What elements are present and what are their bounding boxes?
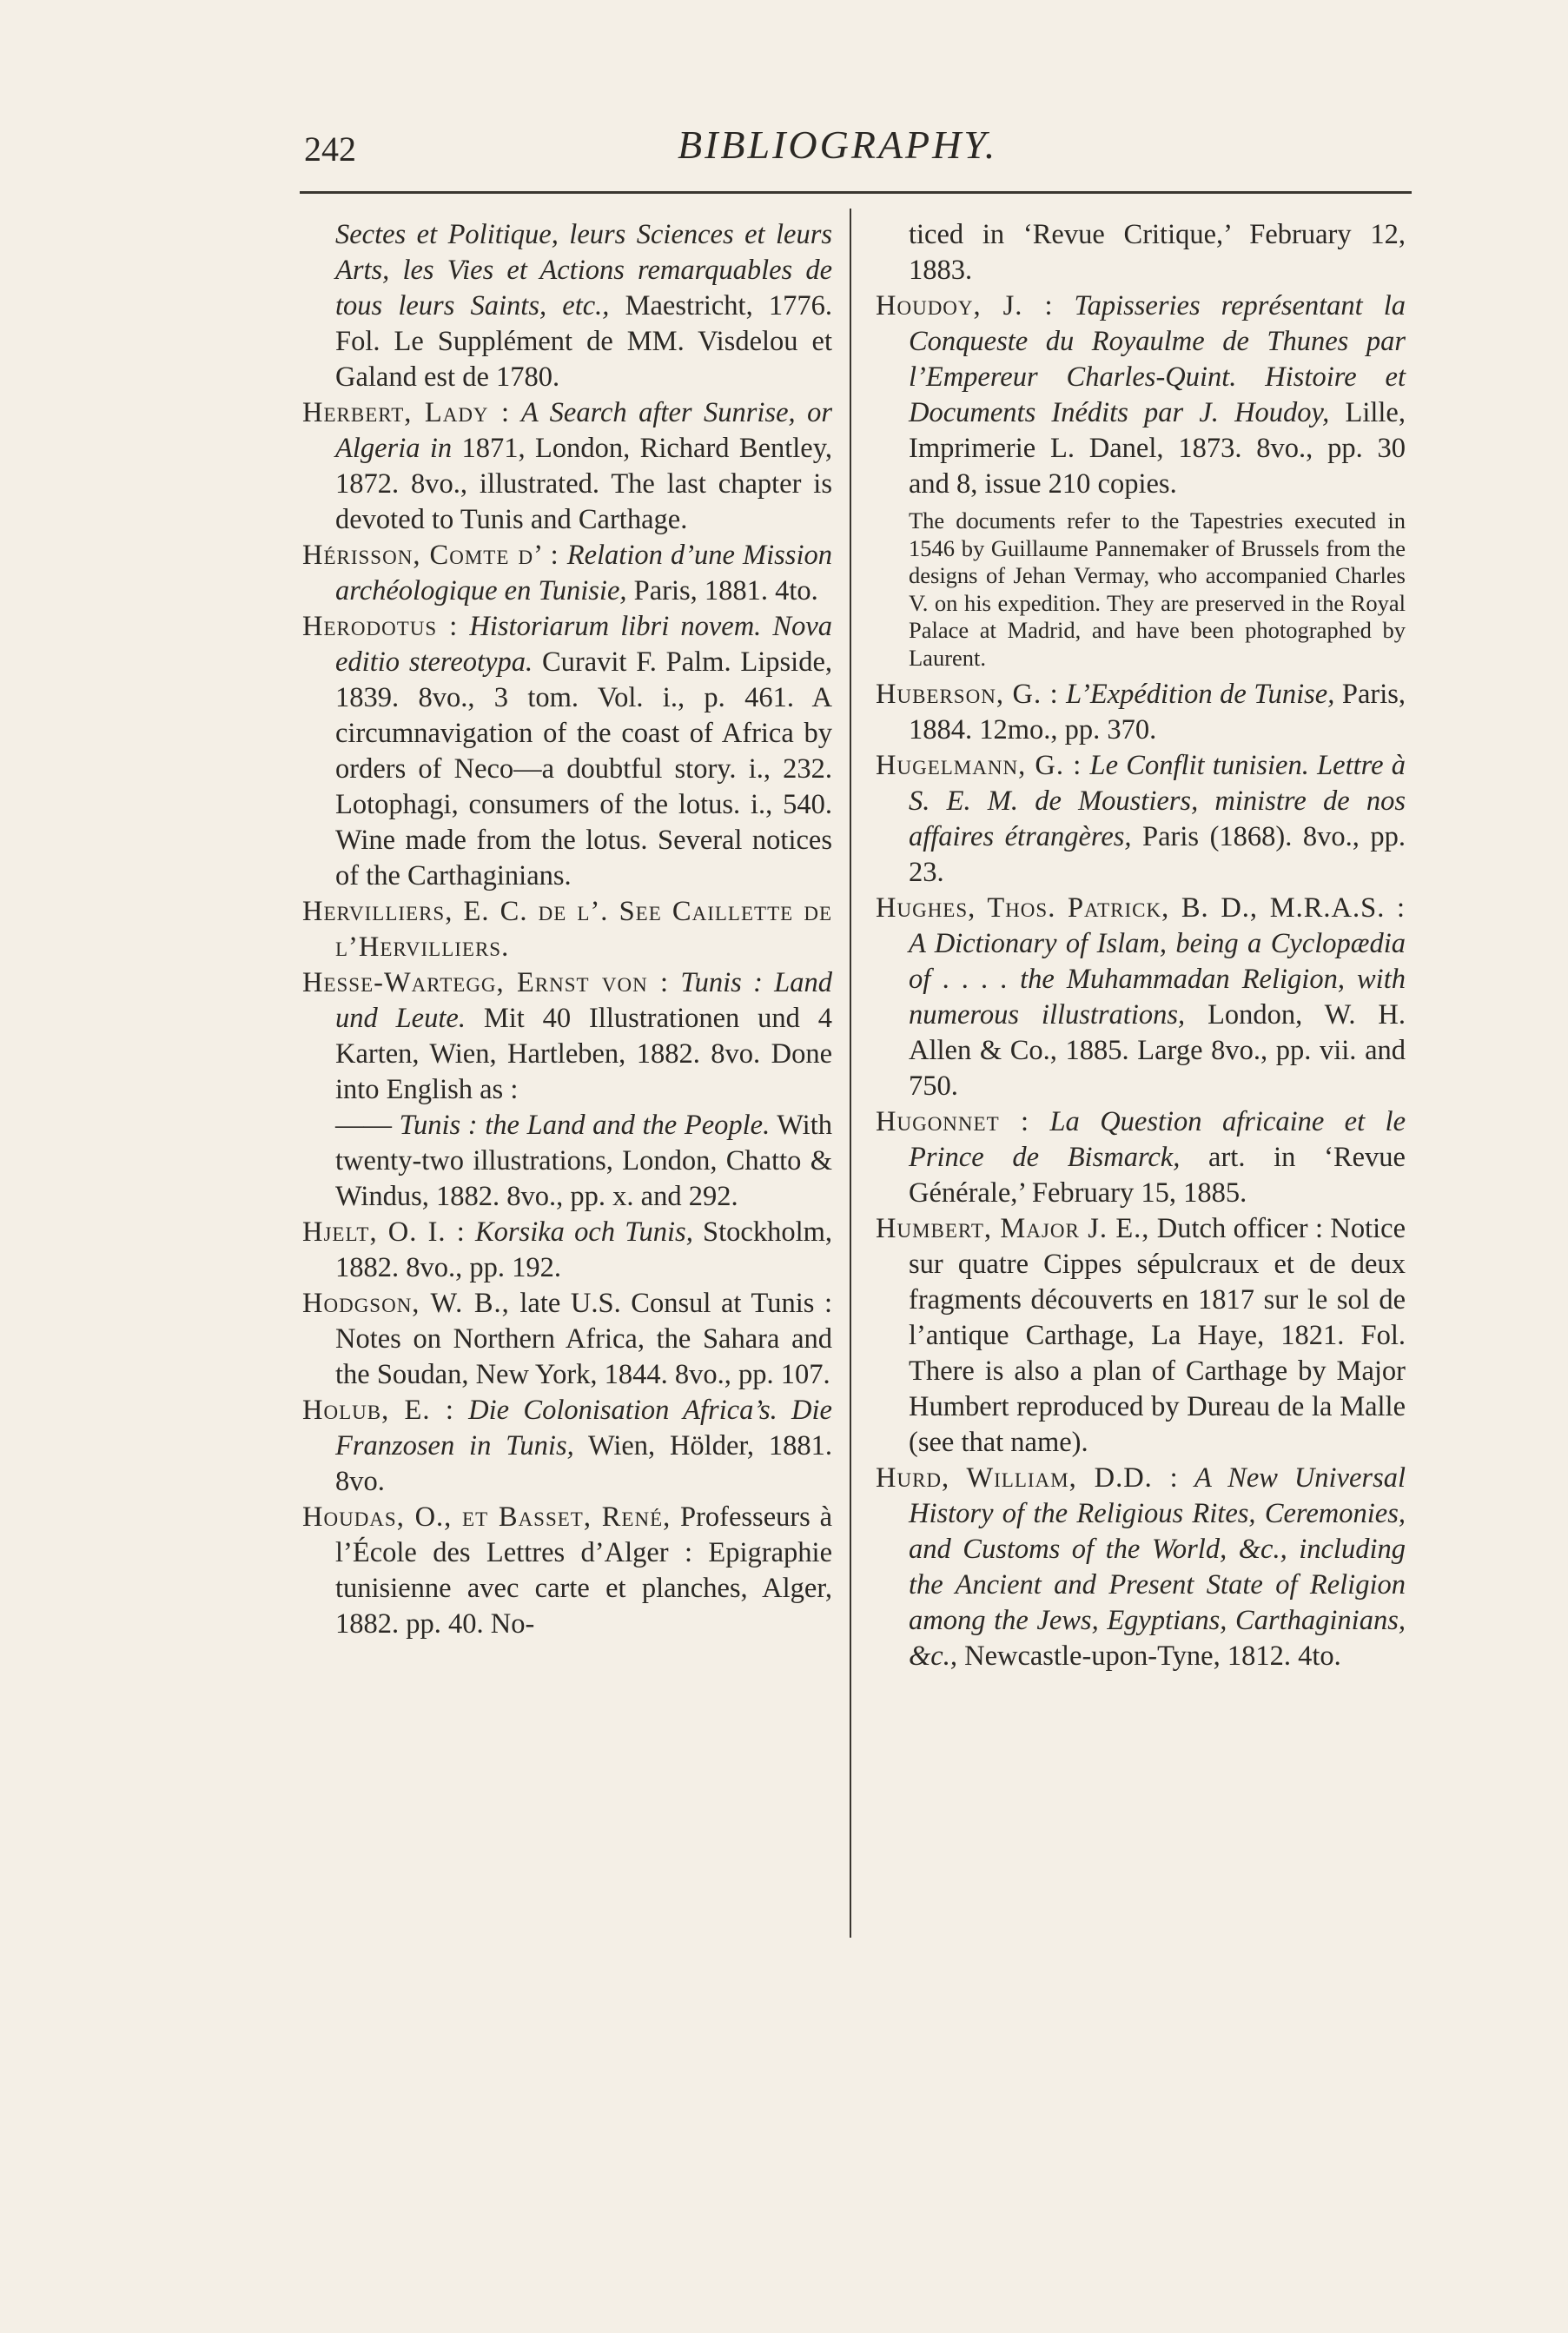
page-number: 242: [304, 129, 356, 169]
column-divider: [850, 209, 851, 1938]
bibliography-entry: Houdoy, J. : Tapisseries représentant la Conqueste du Royaulme de Thunes par l’Empereur Charles-Quint. Histoire et Documents Inédits par J. Houdoy, Lille, Imprimerie L. Danel, 1873. 8vo., pp. 30 and 8, issue 210 copies.: [876, 290, 1406, 500]
bibliography-entry: Hugonnet : La Question africaine et le Prince de Bismarck, art. in ‘Revue Générale,’ February 15, 1885.: [876, 1106, 1406, 1209]
bibliography-note: The documents refer to the Tapestries executed in 1546 by Guillaume Pannemaker of Brussels from the designs of Jehan Vermay, who accompanied Charles V. on his expedition. They are preserved in the Royal Palace at Madrid, and have been photographed by Laurent.: [909, 507, 1406, 671]
left-column: [302, 217, 832, 1642]
page-header: [0, 122, 1568, 182]
bibliography-entry: Hugelmann, G. : Le Conflit tunisien. Lettre à S. E. M. de Moustiers, ministre de nos affaires étrangères, Paris (1868). 8vo., pp. 23.: [876, 750, 1406, 888]
bibliography-entry: Herodotus : Historiarum libri novem. Nova editio stereotypa. Curavit F. Palm. Lipside, 1839. 8vo., 3 tom. Vol. i., p. 461. A circumnavigation of the coast of Africa by orders of Neco—a doubtful story. i., 232. Lotophagi, consumers of the lotus. i., 540. Wine made from the lotus. Several notices of the Carthaginians.: [302, 611, 833, 891]
bibliography-entry: ticed in ‘Revue Critique,’ February 12, 1883.: [909, 219, 1406, 286]
bibliography-entry: Herbert, Lady : A Search after Sunrise, or Algeria in 1871, London, Richard Bentley, 1872. 8vo., illustrated. The last chapter is devoted to Tunis and Carthage.: [302, 397, 833, 535]
right-column: [876, 217, 1406, 1674]
bibliography-entry: Hughes, Thos. Patrick, B. D., M.R.A.S. : A Dictionary of Islam, being a Cyclopædia of . . . . the Muhammadan Religion, with numerous illustrations, London, W. H. Allen & Co., 1885. Large 8vo., pp. vii. and 750.: [876, 892, 1406, 1102]
bibliography-entry: Sectes et Politique, leurs Sciences et leurs Arts, les Vies et Actions remarquables de tous leurs Saints, etc., Maestricht, 1776. Fol. Le Supplément de MM. Visdelou et Galand est de 1780.: [335, 219, 833, 393]
bibliography-entry: Hesse-Wartegg, Ernst von : Tunis : Land und Leute. Mit 40 Illustrationen und 4 Karten, Wien, Hartleben, 1882. 8vo. Done into English as :: [302, 967, 832, 1105]
bibliography-entry: Houdas, O., et Basset, René, Professeurs à l’École des Lettres d’Alger : Epigraphie tunisienne avec carte et planches, Alger, 1882. pp. 40. No-: [302, 1501, 833, 1640]
bibliography-entry: Holub, E. : Die Colonisation Africa’s. Die Franzosen in Tunis, Wien, Hölder, 1881. 8vo.: [302, 1395, 832, 1497]
bibliography-entry: Hjelt, O. I. : Korsika och Tunis, Stockholm, 1882. 8vo., pp. 192.: [302, 1216, 833, 1283]
bibliography-entry: Hervilliers, E. C. de l’. See Caillette de l’Hervilliers.: [302, 896, 832, 963]
header-rule: [300, 191, 1412, 194]
running-title: BIBLIOGRAPHY.: [678, 123, 998, 167]
bibliography-entry: —— Tunis : the Land and the People. With twenty-two illustrations, London, Chatto & Windus, 1882. 8vo., pp. x. and 292.: [335, 1110, 832, 1212]
bibliography-entry: Hurd, William, D.D. : A New Universal History of the Religious Rites, Ceremonies, and Customs of the World, &c., including the Ancient and Present State of Religion among the Jews, Egyptians, Carthaginians, &c., Newcastle-upon-Tyne, 1812. 4to.: [876, 1462, 1406, 1672]
bibliography-entry: Hérisson, Comte d’ : Relation d’une Mission archéologique en Tunisie, Paris, 1881. 4to.: [302, 540, 832, 606]
bibliography-entry: Huberson, G. : L’Expédition de Tunise, Paris, 1884. 12mo., pp. 370.: [876, 679, 1406, 746]
bibliography-entry: Hodgson, W. B., late U.S. Consul at Tunis : Notes on Northern Africa, the Sahara and the Soudan, New York, 1844. 8vo., pp. 107.: [302, 1288, 832, 1390]
bibliography-entry: Humbert, Major J. E., Dutch officer : Notice sur quatre Cippes sépulcraux et de deux fragments découverts en 1817 sur le sol de l’antique Carthage, La Haye, 1821. Fol. There is also a plan of Carthage by Major Humbert reproduced by Dureau de la Malle (see that name).: [876, 1213, 1406, 1458]
